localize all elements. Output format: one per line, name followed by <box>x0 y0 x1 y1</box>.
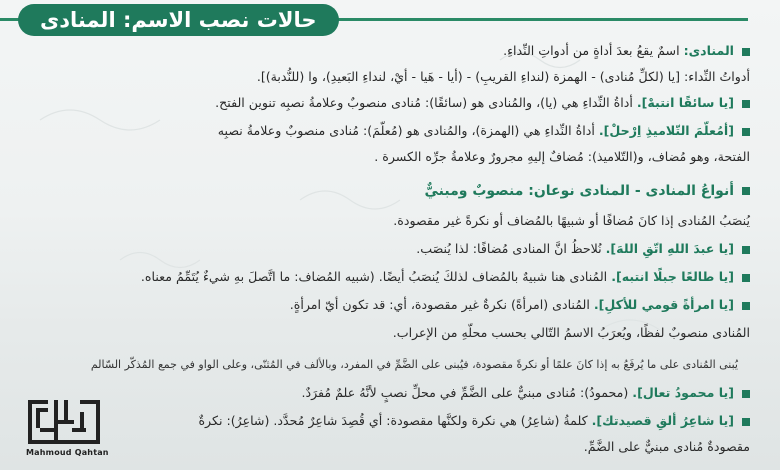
line-text: المُنادى هنا شبيهٌ بالمُضاف لذلكَ يُنصَبُ أيضًا. (شبيه المُضاف: ما اتَّصلَ بهِ شيءٌ يُتَمِّمُ معناه. <box>140 269 612 284</box>
line-lead: [يا طالعًا جبلًا انتبه]. <box>611 269 734 284</box>
example-line <box>198 412 750 430</box>
bullet-icon <box>742 418 750 426</box>
line-text: أداةُ النِّداءِ هي (يا)، والمُنادى هو (سائقًا): مُنادى منصوبٌ وعلامةُ نصبِه تنوين الفتح. <box>215 95 637 110</box>
bullet-icon <box>742 302 750 310</box>
line-text: اسمٌ يقعُ بعدَ أداةٍ من أدواتِ النِّداءِ. <box>503 43 684 58</box>
continuation-line <box>584 438 750 456</box>
line-lead: أنواعُ المنادى - المنادى نوعان: منصوبٌ ومبنيٌّ <box>424 183 734 199</box>
note-line <box>393 324 750 342</box>
bullet-icon <box>742 274 750 282</box>
page-title-text: حالات نصب الاسم: المنادى <box>40 8 317 32</box>
line-text: (محمودُ): مُنادى مبنيٌّ على الضَّمِّ في محلِّ نصبٍ لأنَّهُ علمٌ مُفرَدٌ. <box>301 385 633 400</box>
line-text: المُنادى منصوبٌ لفظًا، ويُعرَبُ الاسمُ التّالي بحسب محلّهِ من الإعراب. <box>392 325 750 340</box>
tools-line <box>257 68 750 86</box>
line-lead: [يا شاعِرُ ألقِ قصيدتك]. <box>591 413 734 428</box>
line-lead: [يا امرأةً قومي للأكلِ]. <box>593 297 734 312</box>
continuation-line <box>374 148 750 166</box>
line-text: الفتحة، وهو مُضاف، و(التّلاميذ): مُضافٌ إليهِ مجرورٌ وعلامةُ جرِّه الكسرة . <box>374 149 750 164</box>
line-lead: المنادى: <box>683 43 734 58</box>
bullet-icon <box>742 187 750 195</box>
line-text: نُلاحظُ انَّ المنادى مُضافًا: لذا يُنصَب. <box>416 241 606 256</box>
bullet-icon <box>742 100 750 108</box>
line-text: يُبنى المُنادى على ما يُرفَعُ به إذا كانَ علمًا أو نكرةً مقصودة، فيُبنى على الضَّمِّ في المفرد، وبالألف في المُثنّى، وعلى الواو في جمع المُذكّر السّالم <box>90 358 738 371</box>
line-text: أدواتُ النِّداء: [يا (لكلِّ مُنادى) - الهمزة (لنداءِ القريبِ) - (أيا - هَيا - أيْ، لنداءِ البَعيدِ)، وا (للنُّدبة)]. <box>256 69 750 84</box>
line-text: مقصودةٌ مُنادى مبنيٌّ على الضَّمِّ. <box>583 439 750 454</box>
bullet-icon <box>742 246 750 254</box>
rule-line-small <box>91 356 738 374</box>
line-text: كلمةُ (شاعِرُ) هي نكرة ولكنَّها مقصودة: أي قُصِدَ شاعِرٌ مُحدَّد. (شاعِرُ): نكرةٌ <box>198 413 592 428</box>
line-lead: [أمُعلّمَ التّلاميذِ اِرْحلْ]. <box>598 123 734 138</box>
line-text: أداةُ النِّداءِ هي (الهمزة)، والمُنادى هو (مُعلّمَ): مُنادى منصوبٌ وعلامةُ نصبِه <box>217 123 599 138</box>
example-line <box>215 94 750 112</box>
bullet-icon <box>742 48 750 56</box>
example-line <box>290 296 750 314</box>
brand-name: Mahmoud Qahtan <box>26 448 109 457</box>
example-line <box>416 240 750 258</box>
rule-line <box>393 212 750 230</box>
line-text: يُنصَبُ المُنادى إذا كانَ مُضافًا أو شبيهًا بالمُضاف أو نكرةً غير مقصودة. <box>393 213 750 228</box>
example-line <box>141 268 750 286</box>
page-title <box>18 4 339 36</box>
line-lead: [يا سائقًا انتبهْ]. <box>636 95 734 110</box>
line-lead: [يا محمودُ تعال]. <box>632 385 734 400</box>
line-text: المُنادى (امرأةً) نكرةٌ غير مقصودة، أي: قد تكون أيّ امرأةٍ. <box>289 297 594 312</box>
bullet-icon <box>742 128 750 136</box>
brand-logo <box>28 400 100 448</box>
section-heading <box>425 182 751 200</box>
line-lead: [يا عبدَ اللهِ اتّقِ اللهَ]. <box>605 241 734 256</box>
definition-line <box>503 42 750 60</box>
example-line <box>302 384 751 402</box>
bullet-icon <box>742 390 750 398</box>
example-line <box>218 122 750 140</box>
